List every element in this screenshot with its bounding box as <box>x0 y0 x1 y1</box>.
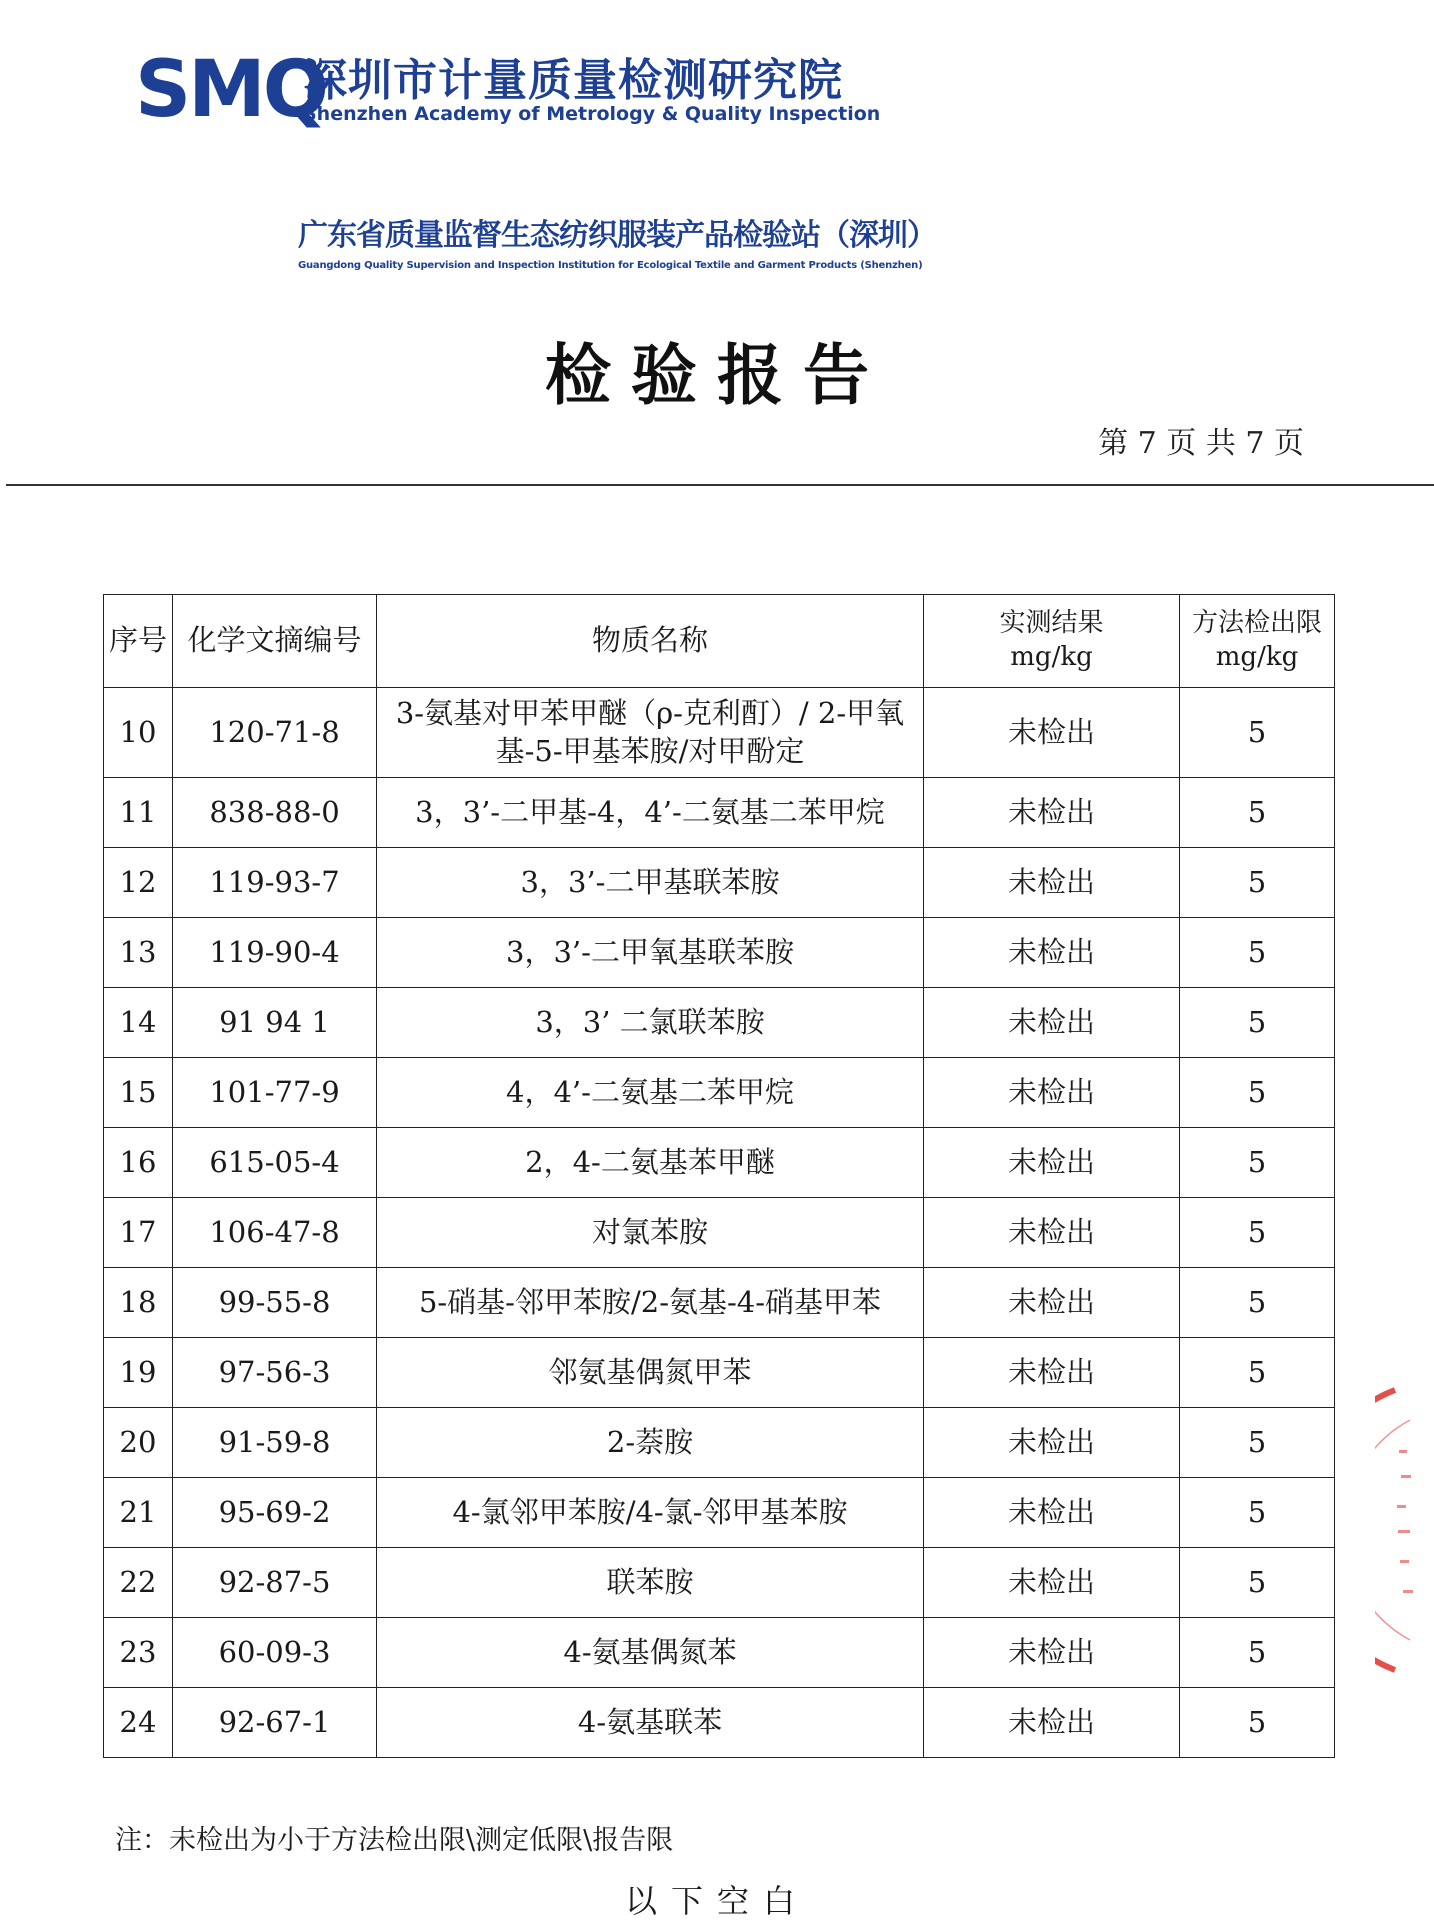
table-row <box>104 1198 1335 1268</box>
table-header-row <box>104 595 1335 688</box>
cell-limit: 5 <box>1180 848 1335 918</box>
cell-name: 4，4’-二氨基二苯甲烷 <box>377 1058 924 1128</box>
header-divider <box>6 484 1434 486</box>
cell-cas: 95-69-2 <box>173 1478 377 1548</box>
cell-cas: 106-47-8 <box>173 1198 377 1268</box>
cell-result: 未检出 <box>924 848 1180 918</box>
cell-cas: 120-71-8 <box>173 688 377 778</box>
station-logo <box>298 210 936 280</box>
org-name-en: Shenzhen Academy of Metrology & Quality Inspection <box>303 103 881 125</box>
cell-limit: 5 <box>1180 1408 1335 1478</box>
cell-result: 未检出 <box>924 1268 1180 1338</box>
header-limit <box>1180 595 1335 688</box>
cell-result: 未检出 <box>924 688 1180 778</box>
header-name: 物质名称 <box>377 595 924 688</box>
cell-name: 3，3’-二甲基联苯胺 <box>377 848 924 918</box>
cell-limit: 5 <box>1180 1688 1335 1758</box>
cell-seq: 15 <box>104 1058 173 1128</box>
cell-cas: 615-05-4 <box>173 1128 377 1198</box>
cell-limit: 5 <box>1180 1548 1335 1618</box>
cell-name: 4-氨基联苯 <box>377 1688 924 1758</box>
cell-result: 未检出 <box>924 1408 1180 1478</box>
cell-cas: 92-67-1 <box>173 1688 377 1758</box>
cell-limit: 5 <box>1180 1618 1335 1688</box>
cell-seq: 16 <box>104 1128 173 1198</box>
table-row <box>104 778 1335 848</box>
table-row <box>104 1618 1335 1688</box>
cell-name: 4-氯邻甲苯胺/4-氯-邻甲基苯胺 <box>377 1478 924 1548</box>
cell-result: 未检出 <box>924 1688 1180 1758</box>
page-info: 第 7 页 共 7 页 <box>1098 426 1304 461</box>
cell-seq: 14 <box>104 988 173 1058</box>
header-result-label: 实测结果 <box>999 608 1104 639</box>
header-limit-label: 方法检出限 <box>1191 608 1322 639</box>
smq-mark: SMQ <box>135 45 327 135</box>
cell-seq: 23 <box>104 1618 173 1688</box>
cell-seq: 20 <box>104 1408 173 1478</box>
report-title: 检验报告 <box>545 337 889 414</box>
cell-cas: 60-09-3 <box>173 1618 377 1688</box>
cell-limit: 5 <box>1180 918 1335 988</box>
cell-result: 未检出 <box>924 1198 1180 1268</box>
cell-result: 未检出 <box>924 988 1180 1058</box>
cell-limit: 5 <box>1180 1338 1335 1408</box>
footnote: 注：未检出为小于方法检出限\测定低限\报告限 <box>115 1825 674 1856</box>
cell-seq: 22 <box>104 1548 173 1618</box>
cell-name: 4-氨基偶氮苯 <box>377 1618 924 1688</box>
cell-limit: 5 <box>1180 1198 1335 1268</box>
cell-seq: 11 <box>104 778 173 848</box>
cell-result: 未检出 <box>924 1128 1180 1198</box>
cell-limit: 5 <box>1180 988 1335 1058</box>
cell-result: 未检出 <box>924 1058 1180 1128</box>
cell-seq: 21 <box>104 1478 173 1548</box>
cell-result: 未检出 <box>924 1478 1180 1548</box>
cell-limit: 5 <box>1180 778 1335 848</box>
cell-cas: 101-77-9 <box>173 1058 377 1128</box>
table-row <box>104 688 1335 778</box>
cell-result: 未检出 <box>924 1618 1180 1688</box>
cell-seq: 17 <box>104 1198 173 1268</box>
cell-name: 3，3’-二甲基-4，4’-二氨基二苯甲烷 <box>377 778 924 848</box>
cell-cas: 92-87-5 <box>173 1548 377 1618</box>
table-row <box>104 1058 1335 1128</box>
seal-stamp-icon <box>1375 1380 1434 1680</box>
cell-seq: 18 <box>104 1268 173 1338</box>
blank-below-marker: 以下空白 <box>624 1882 809 1920</box>
table-row <box>104 1408 1335 1478</box>
cell-name: 3，3’-二甲氧基联苯胺 <box>377 918 924 988</box>
cell-name: 联苯胺 <box>377 1548 924 1618</box>
header-result <box>924 595 1180 688</box>
cell-result: 未检出 <box>924 778 1180 848</box>
smq-logo <box>135 40 881 140</box>
cell-name: 对氯苯胺 <box>377 1198 924 1268</box>
cell-cas: 91 94 1 <box>173 988 377 1058</box>
header-limit-unit: mg/kg <box>1215 642 1299 672</box>
cell-seq: 19 <box>104 1338 173 1408</box>
cell-name: 邻氨基偶氮甲苯 <box>377 1338 924 1408</box>
org-name-cn: 深圳市计量质量检测研究院 <box>303 55 843 106</box>
cell-cas: 119-93-7 <box>173 848 377 918</box>
cell-cas: 91-59-8 <box>173 1408 377 1478</box>
station-name-cn: 广东省质量监督生态纺织服装产品检验站（深圳） <box>298 218 936 253</box>
cell-cas: 97-56-3 <box>173 1338 377 1408</box>
cell-result: 未检出 <box>924 1338 1180 1408</box>
header-seq: 序号 <box>104 595 173 688</box>
cell-seq: 10 <box>104 688 173 778</box>
cell-limit: 5 <box>1180 1058 1335 1128</box>
cell-result: 未检出 <box>924 918 1180 988</box>
cell-result: 未检出 <box>924 1548 1180 1618</box>
table-row <box>104 1478 1335 1548</box>
header-cas: 化学文摘编号 <box>173 595 377 688</box>
cell-name: 3，3’ 二氯联苯胺 <box>377 988 924 1058</box>
table-row <box>104 918 1335 988</box>
cell-limit: 5 <box>1180 688 1335 778</box>
cell-seq: 24 <box>104 1688 173 1758</box>
cell-seq: 13 <box>104 918 173 988</box>
station-name-en: Guangdong Quality Supervision and Inspection Institution for Ecological Textile and Garment Products (Shenzhen) <box>298 260 923 271</box>
table-row <box>104 1688 1335 1758</box>
cell-cas: 99-55-8 <box>173 1268 377 1338</box>
table-row <box>104 1268 1335 1338</box>
results-table <box>103 594 1335 1758</box>
cell-cas: 119-90-4 <box>173 918 377 988</box>
table-row <box>104 1548 1335 1618</box>
cell-name: 2-萘胺 <box>377 1408 924 1478</box>
cell-name: 3-氨基对甲苯甲醚（ρ-克利酊）/ 2-甲氧基-5-甲基苯胺/对甲酚定 <box>377 688 924 778</box>
cell-limit: 5 <box>1180 1268 1335 1338</box>
table-row <box>104 1338 1335 1408</box>
table-row <box>104 1128 1335 1198</box>
cell-limit: 5 <box>1180 1478 1335 1548</box>
table-row <box>104 988 1335 1058</box>
cell-name: 2，4-二氨基苯甲醚 <box>377 1128 924 1198</box>
table-row <box>104 848 1335 918</box>
cell-name: 5-硝基-邻甲苯胺/2-氨基-4-硝基甲苯 <box>377 1268 924 1338</box>
header-result-unit: mg/kg <box>1010 642 1093 672</box>
cell-cas: 838-88-0 <box>173 778 377 848</box>
cell-seq: 12 <box>104 848 173 918</box>
cell-limit: 5 <box>1180 1128 1335 1198</box>
